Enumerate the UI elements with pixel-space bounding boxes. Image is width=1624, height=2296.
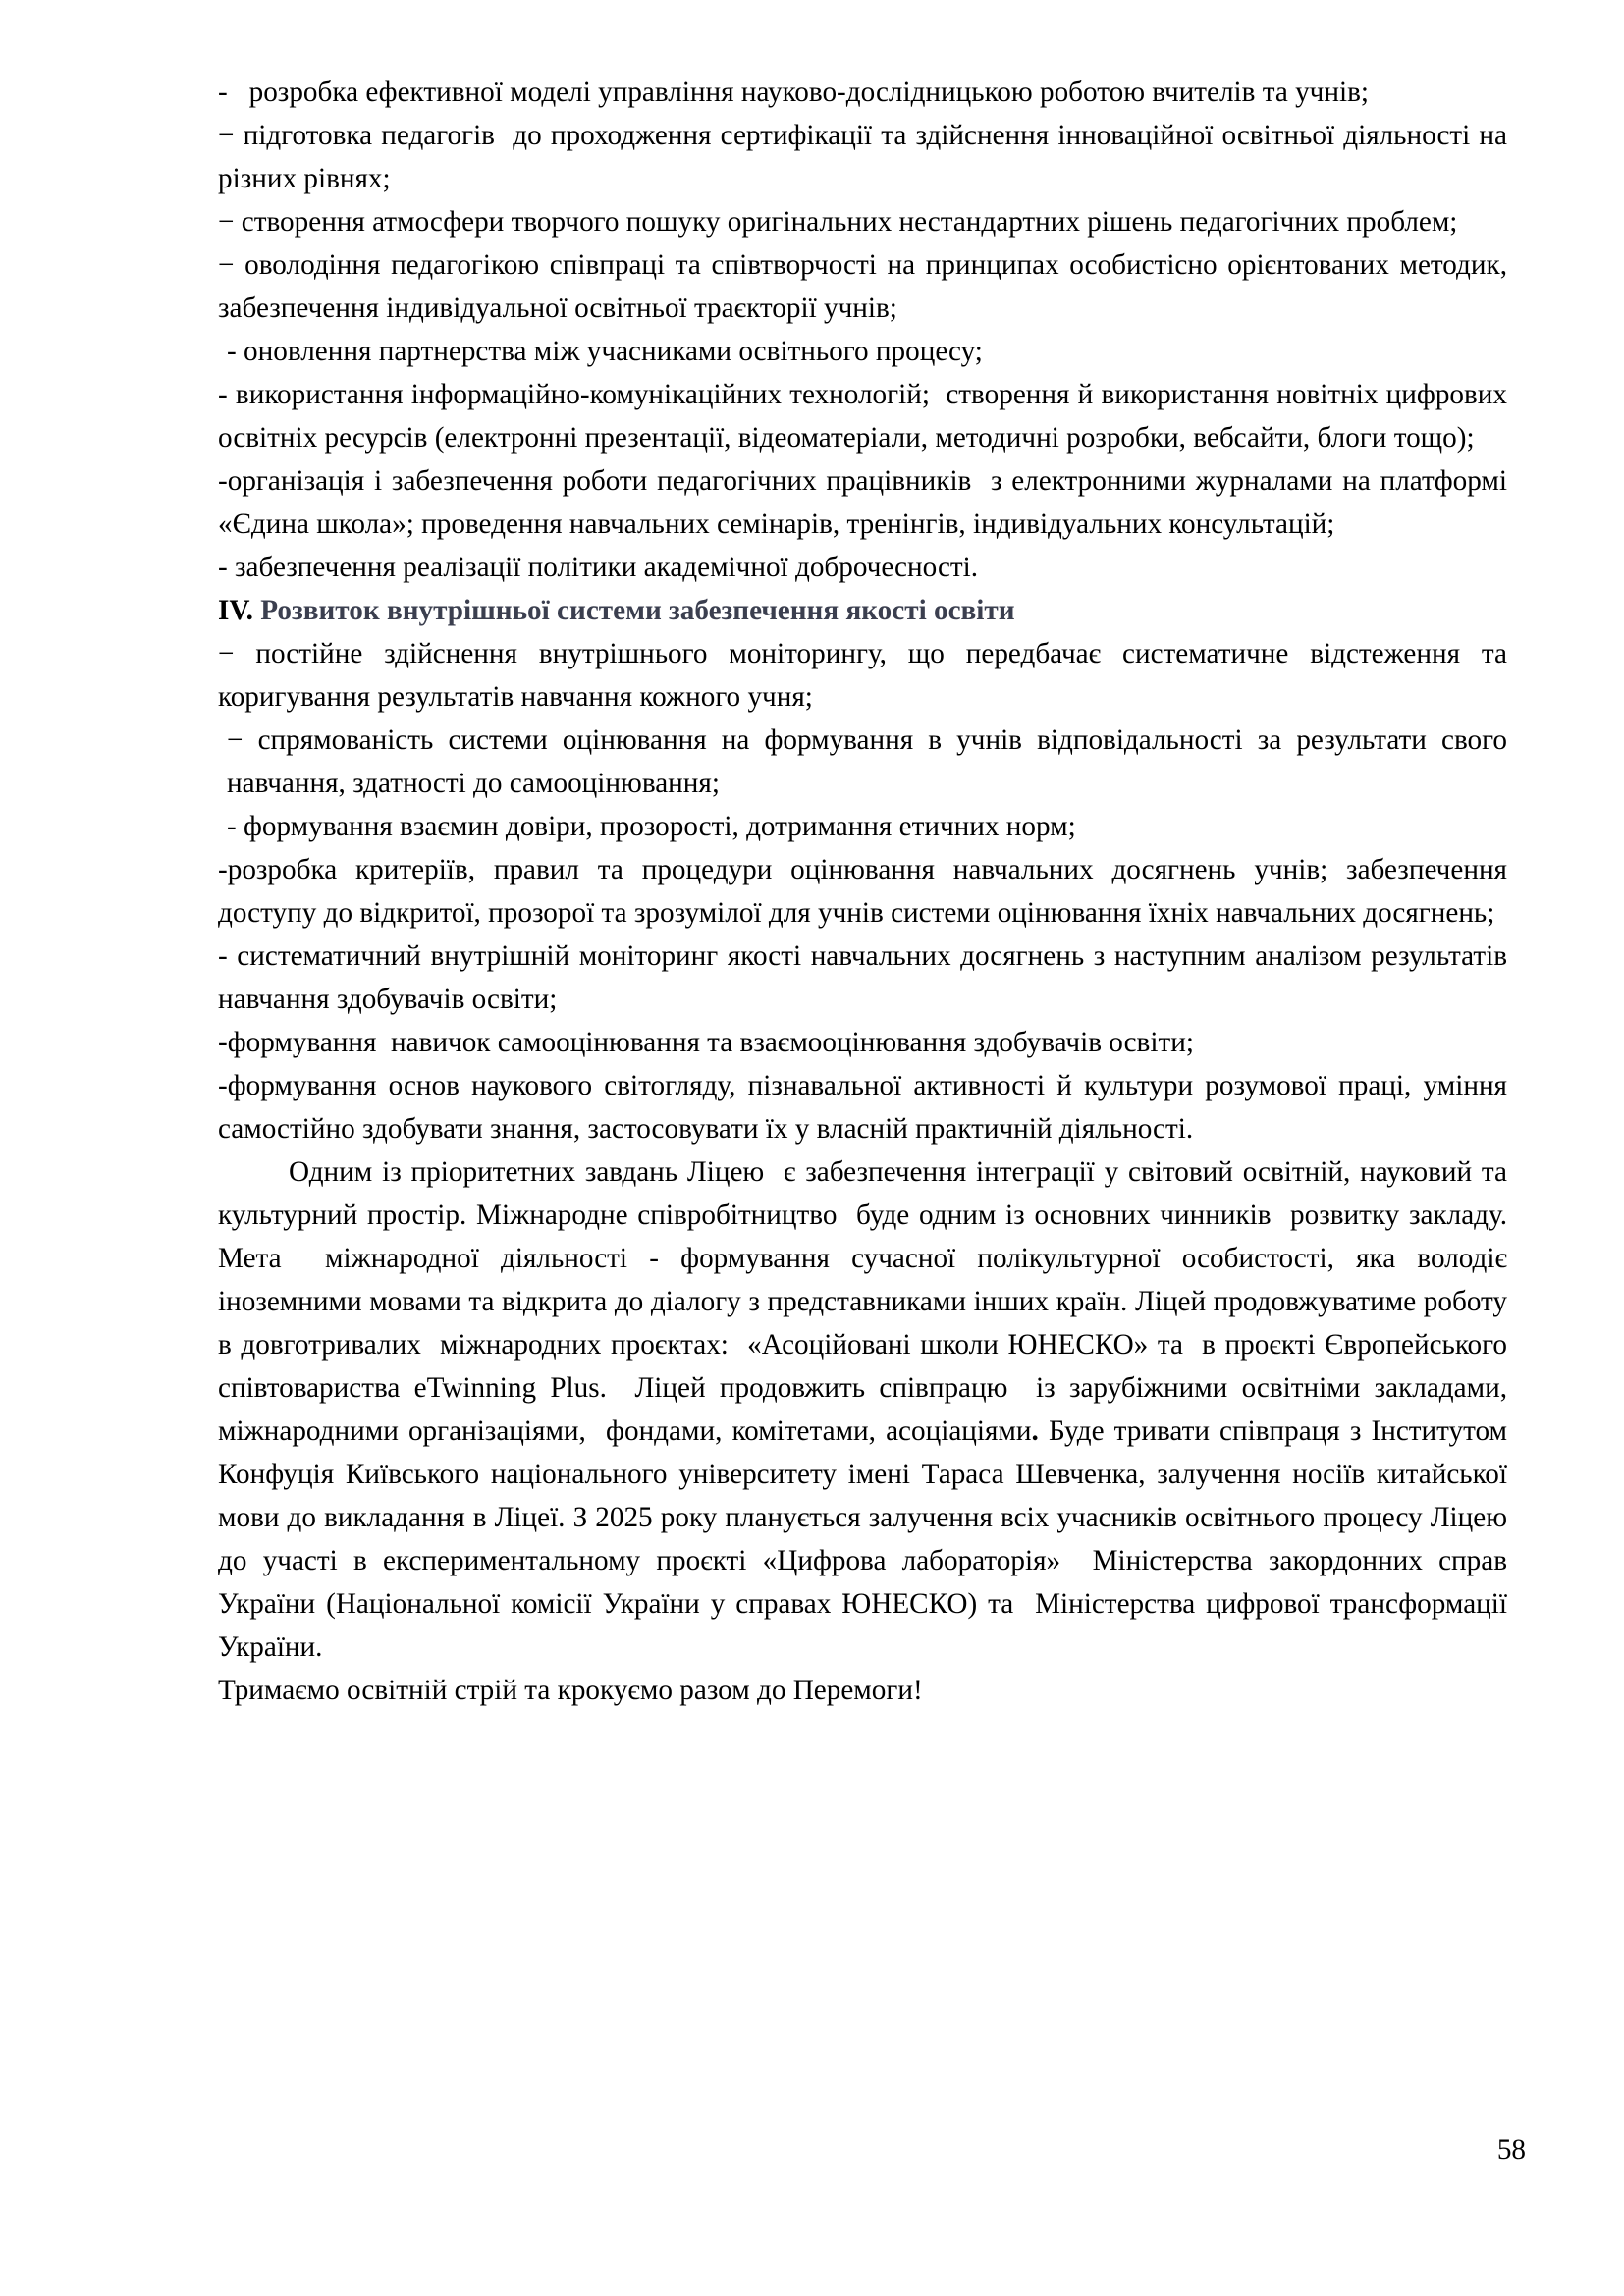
international-paragraph-text-1: Одним із пріоритетних завдань Ліцею є забезпечення інтеграції у світовий освітній, науковий та культурний простір. Міжнародне співробітництво буде одним із основних чинників розвитку закладу. Мета міжнародної діяльності - формування сучасної полікультурної особистості, яка володіє іноземними мовами та відкрита до діалогу з представниками інших країн. Ліцей продовжуватиме роботу в довготривалих міжнародних проєктах: «Асоційовані школи ЮНЕСКО» та в проєкті Європейського співтовариства eTwinning Plus. Ліцей продовжить співпрацю із зарубіжними освітніми закладами, міжнародними організаціями, фондами, комітетами, асоціаціями — [218, 1156, 1507, 1447]
bullet-item: - формування взаємин довіри, прозорості, дотримання етичних норм; — [227, 811, 1076, 842]
bullet-item: -розробка критеріїв, правил та процедури оцінювання навчальних досягнень учнів; забезпечення доступу до відкритої, прозорої та зрозумілої для учнів системи оцінювання їхніх навчальних досягнень; — [218, 854, 1507, 929]
heading-title: Розвиток внутрішньої системи забезпечення якості освіти — [260, 595, 1015, 626]
bullet-item: - використання інформаційно-комунікаційних технологій; створення й використання новітніх цифрових освітніх ресурсів (електронні презентації, відеоматеріали, методичні розробки, вебсайти, блоги тощо); — [218, 379, 1507, 454]
international-paragraph-text-2: Буде тривати співпраця з Інститутом Конфуція Київського національного університету імені Тараса Шевченка, залучення носіїв китайської мови до викладання в Ліцеї. З 2025 року планується залучення всіх учасників освітнього процесу Ліцею до участі в експериментальному проєкті «Цифрова лабораторія» Міністерства закордонних справ України (Національної комісії України у справах ЮНЕСКО) та Міністерства цифрової трансформації України. — [218, 1415, 1508, 1663]
bullet-item: − постійне здійснення внутрішнього моніторингу, що передбачає систематичне відстеження та коригування результатів навчання кожного учня; — [218, 638, 1507, 713]
bullet-item: -організація і забезпечення роботи педагогічних працівників з електронними журналами на платформі «Єдина школа»; проведення навчальних семінарів, тренінгів, індивідуальних консультацій; — [218, 465, 1507, 540]
bold-period: . — [1031, 1415, 1039, 1447]
bullet-item: - оновлення партнерства між учасниками освітнього процесу; — [227, 336, 983, 367]
bullet-item: − спрямованість системи оцінювання на формування в учнів відповідальності за результати свого навчання, здатності до самооцінювання; — [227, 724, 1507, 799]
bullet-item: -формування навичок самооцінювання та взаємооцінювання здобувачів освіти; — [218, 1027, 1194, 1058]
heading-numeral: IV. — [218, 595, 253, 626]
bullet-item: - забезпечення реалізації політики академічної доброчесності. — [218, 552, 979, 583]
bullet-item: - розробка ефективної моделі управління науково-дослідницькою роботою вчителів та учнів; — [218, 77, 1369, 108]
international-paragraph — [218, 1150, 1507, 1669]
bullet-item: − підготовка педагогів до проходження сертифікації та здійснення інноваційної освітньої діяльності на різних рівнях; — [218, 120, 1507, 194]
closing-line: Тримаємо освітній стрій та крокуємо разом до Перемоги! — [218, 1675, 923, 1706]
bullet-item: − оволодіння педагогікою співпраці та співтворчості на принципах особистісно орієнтованих методик, забезпечення індивідуальної освітньої траєкторії учнів; — [218, 249, 1507, 324]
bullet-item: − створення атмосфери творчого пошуку оригінальних нестандартних рішень педагогічних проблем; — [218, 206, 1458, 238]
page-number: 58 — [1496, 2134, 1526, 2165]
bullet-item: -формування основ наукового світогляду, пізнавальної активності й культури розумової праці, уміння самостійно здобувати знання, застосовувати їх у власній практичній діяльності. — [218, 1070, 1507, 1145]
bullet-item: - систематичний внутрішній моніторинг якості навчальних досягнень з наступним аналізом результатів навчання здобувачів освіти; — [218, 940, 1507, 1015]
section-heading — [218, 589, 1507, 632]
